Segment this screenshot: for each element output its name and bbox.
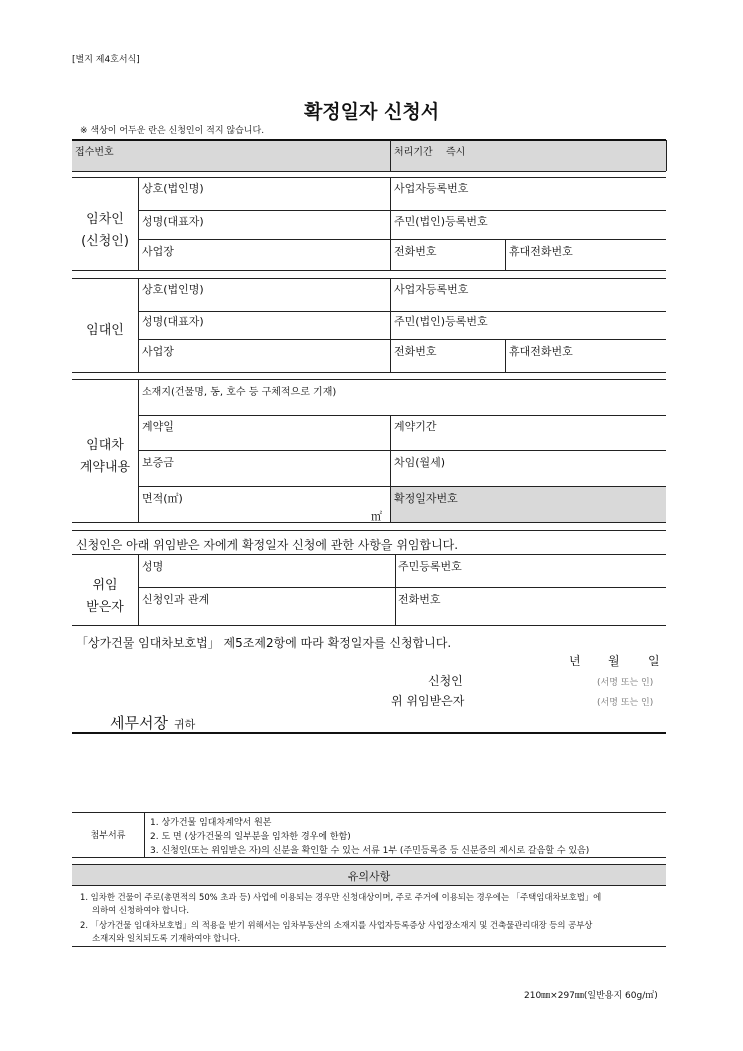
declaration-text: 「상가건물 임대차보호법」 제5조제2항에 따라 확정일자를 신청합니다. (76, 636, 452, 650)
attachments-label: 첨부서류 (90, 831, 126, 841)
lessee-section-label: 임차인 (86, 212, 124, 227)
delegate-section-sublabel: 받은자 (86, 600, 124, 615)
applicant-signature[interactable]: (서명 또는 인) (597, 678, 654, 688)
lessor-section-label: 임대인 (86, 323, 124, 338)
contract-period-field[interactable]: 계약기간 (394, 420, 437, 433)
receipt-number-field[interactable]: 접수번호 (75, 147, 114, 158)
lessor-biz-reg-field[interactable]: 사업자등록번호 (394, 283, 469, 296)
area-unit: ㎡ (371, 510, 382, 523)
note-item-2-cont: 소재지와 일치되도록 기재하여야 합니다. (92, 933, 241, 943)
addressee-office: 세무서장 (110, 714, 168, 732)
note-item-2: 2. 「상가건물 임대차보호법」의 적용을 받기 위해서는 임차부동산의 소재지를 사업자등록증상 사업장소재지 및 건축물관리대장 등의 공부상 (80, 920, 593, 930)
lessee-resident-no-field[interactable]: 주민(법인)등록번호 (394, 215, 488, 228)
lessee-mobile-field[interactable]: 휴대전화번호 (509, 245, 573, 258)
form-number: [별지 제4호서식] (72, 55, 140, 65)
deposit-field[interactable]: 보증금 (142, 456, 174, 469)
delegate-signature[interactable]: (서명 또는 인) (597, 698, 654, 708)
location-field[interactable]: 소재지(건물명, 동, 호수 등 구체적으로 기재) (142, 387, 337, 398)
lessee-company-field[interactable]: 상호(법인명) (142, 182, 204, 195)
lessor-workplace-field[interactable]: 사업장 (142, 345, 174, 358)
contract-date-field[interactable]: 계약일 (142, 420, 174, 433)
confirm-number-field: 확정일자번호 (394, 492, 458, 505)
lessee-biz-reg-field[interactable]: 사업자등록번호 (394, 182, 469, 195)
delegate-phone-field[interactable]: 전화번호 (398, 593, 441, 606)
contract-section-sublabel: 계약내용 (79, 460, 131, 475)
delegate-sign-label: 위 위임받은자 (391, 694, 465, 708)
notes-title: 유의사항 (347, 870, 391, 883)
delegate-relation-field[interactable]: 신청인과 관계 (142, 593, 210, 606)
contract-section-label: 임대차 (86, 438, 124, 453)
lessor-mobile-field[interactable]: 휴대전화번호 (509, 345, 573, 358)
attachment-item: 2. 도 면 (상가건물의 일부분을 임차한 경우에 한함) (150, 832, 351, 842)
lessee-section-sublabel: (신청인) (81, 234, 129, 249)
lessee-phone-field[interactable]: 전화번호 (394, 245, 437, 258)
date-year[interactable]: 년 (569, 654, 581, 668)
page-title: 확정일자 신청서 (303, 101, 440, 123)
lessee-name-field[interactable]: 성명(대표자) (142, 215, 204, 228)
shading-note: ※ 색상이 어두운 란은 신청인이 적지 않습니다. (80, 126, 265, 136)
delegation-statement: 신청인은 아래 위임받은 자에게 확정일자 신청에 관한 사항을 위임합니다. (76, 538, 459, 552)
attachment-item: 3. 신청인(또는 위임받은 자)의 신분을 확인할 수 있는 서류 1부 (주민등록증 등 신분증의 제시로 갈음할 수 있음) (150, 846, 590, 856)
area-field[interactable]: 면적(㎡) (142, 492, 183, 505)
lessor-phone-field[interactable]: 전화번호 (394, 345, 437, 358)
header-row-bg (72, 140, 666, 171)
note-item-1-cont: 의하여 신청하여야 합니다. (92, 905, 189, 915)
lessor-name-field[interactable]: 성명(대표자) (142, 315, 204, 328)
paper-size: 210㎜×297㎜(일반용지 60g/㎡) (524, 991, 658, 1001)
date-day[interactable]: 일 (648, 654, 660, 668)
rent-field[interactable]: 차임(월세) (394, 456, 446, 469)
addressee-suffix: 귀하 (174, 718, 196, 731)
lessor-company-field[interactable]: 상호(법인명) (142, 283, 204, 296)
delegate-name-field[interactable]: 성명 (142, 560, 164, 573)
processing-period-label: 처리기간 (394, 147, 433, 158)
applicant-label: 신청인 (428, 674, 463, 688)
processing-period-value: 즉시 (446, 147, 466, 158)
delegate-resident-no-field[interactable]: 주민등록번호 (398, 560, 462, 573)
date-month[interactable]: 월 (608, 654, 620, 668)
lessee-workplace-field[interactable]: 사업장 (142, 245, 174, 258)
delegate-section-label: 위임 (92, 578, 118, 593)
lessor-resident-no-field[interactable]: 주민(법인)등록번호 (394, 315, 488, 328)
note-item-1: 1. 임차한 건물이 주로(총면적의 50% 초과 등) 사업에 이용되는 경우만 신청대상이며, 주로 주거에 이용되는 경우에는 「주택임대차보호법」에 (80, 892, 602, 902)
attachment-item: 1. 상가건물 임대차계약서 원본 (150, 818, 272, 828)
